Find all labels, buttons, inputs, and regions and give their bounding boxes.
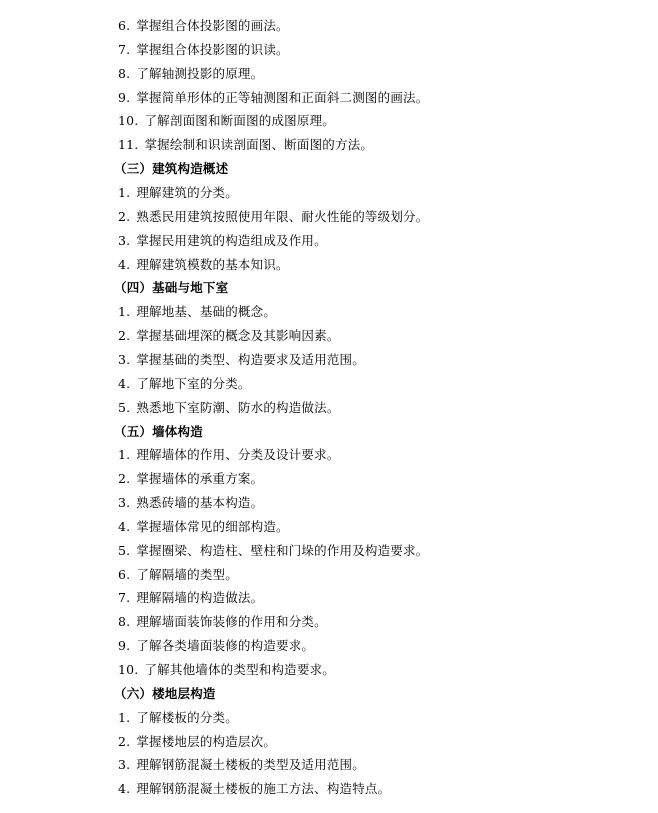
list-item-text: 掌握楼地层的构造层次。	[136, 733, 277, 749]
list-item-number: 10.	[118, 113, 139, 129]
list-item-text: 理解墙体的作用、分类及设计要求。	[136, 447, 340, 463]
list-item-text: 熟悉砖墙的基本构造。	[136, 495, 264, 510]
list-item-number: 3.	[118, 495, 131, 510]
list-item-number: 3.	[118, 757, 131, 773]
list-item-text: 掌握民用建筑的构造组成及作用。	[136, 232, 327, 248]
list-item	[118, 493, 263, 513]
list-item-text: 了解轴测投影的原理。	[136, 65, 264, 81]
list-item-number: 2.	[118, 733, 131, 749]
list-item	[118, 517, 289, 537]
list-item	[118, 183, 238, 203]
list-item	[118, 541, 428, 561]
list-item	[118, 588, 263, 608]
list-item-number: 8.	[118, 65, 131, 81]
section-heading: （五）墙体构造	[114, 423, 203, 439]
list-item-text: 掌握组合体投影图的识读。	[136, 41, 289, 57]
list-item	[118, 326, 340, 346]
list-item	[118, 732, 276, 752]
list-item-text: 掌握墙体常见的细部构造。	[136, 518, 289, 534]
list-item-number: 5.	[118, 542, 131, 558]
list-item	[118, 16, 289, 36]
list-item-text: 掌握简单形体的正等轴测图和正面斜二测图的画法。	[136, 89, 429, 105]
list-item-number: 4.	[118, 781, 131, 797]
list-item-number: 2.	[118, 471, 131, 487]
list-item-text: 掌握基础埋深的概念及其影响因素。	[136, 328, 340, 344]
list-item-number: 7.	[118, 590, 131, 606]
list-item-text: 掌握基础的类型、构造要求及适用范围。	[136, 351, 365, 367]
list-item	[118, 88, 428, 108]
list-item-number: 1.	[118, 185, 131, 200]
list-item-number: 9.	[118, 89, 131, 105]
list-item-number: 1.	[118, 447, 131, 463]
list-item	[118, 350, 365, 370]
list-item	[118, 111, 335, 131]
list-item	[118, 40, 289, 60]
list-item-text: 了解楼板的分类。	[136, 709, 238, 725]
list-item-text: 掌握墙体的承重方案。	[136, 471, 264, 487]
list-item-number: 7.	[118, 41, 131, 57]
section-heading: （四）基础与地下室	[114, 280, 229, 296]
list-item-text: 了解其他墙体的类型和构造要求。	[144, 662, 335, 677]
list-item-number: 3.	[118, 232, 131, 248]
list-item-number: 11.	[118, 137, 139, 153]
list-item-text: 了解各类墙面装修的构造要求。	[136, 638, 315, 654]
list-item-text: 理解建筑的分类。	[136, 185, 238, 200]
list-item-number: 5.	[118, 399, 131, 415]
list-item	[118, 779, 390, 799]
list-item	[118, 708, 238, 728]
list-item-number: 6.	[118, 18, 131, 33]
list-item-number: 4.	[118, 256, 131, 272]
list-item	[118, 64, 263, 84]
list-item-text: 熟悉民用建筑按照使用年限、耐火性能的等级划分。	[136, 208, 429, 224]
list-item-number: 4.	[118, 375, 131, 391]
list-item-text: 理解建筑模数的基本知识。	[136, 256, 289, 272]
list-item-number: 6.	[118, 566, 131, 582]
list-item-text: 掌握绘制和识读剖面图、断面图的方法。	[144, 137, 374, 153]
list-item-number: 4.	[118, 518, 131, 534]
list-item	[118, 398, 340, 418]
list-item	[118, 469, 263, 489]
list-item-text: 掌握圈梁、构造柱、壁柱和门垛的作用及构造要求。	[136, 542, 429, 558]
list-item-number: 10.	[118, 662, 139, 677]
list-item-text: 了解地下室的分类。	[136, 375, 251, 391]
list-item	[118, 660, 335, 680]
list-item	[118, 207, 428, 227]
list-item	[118, 612, 327, 632]
list-item	[118, 636, 314, 656]
list-item-number: 1.	[118, 709, 131, 725]
list-item-text: 了解剖面图和断面图的成图原理。	[144, 113, 335, 129]
list-item-text: 掌握组合体投影图的画法。	[136, 18, 289, 33]
list-item-text: 理解钢筋混凝土楼板的施工方法、构造特点。	[136, 781, 391, 797]
section-heading: （三）建筑构造概述	[114, 161, 229, 177]
list-item	[118, 302, 276, 322]
list-item-text: 熟悉地下室防潮、防水的构造做法。	[136, 399, 340, 415]
list-item-text: 理解钢筋混凝土楼板的类型及适用范围。	[136, 757, 365, 773]
list-item-number: 2.	[118, 328, 131, 344]
list-item	[118, 755, 365, 775]
list-item	[118, 445, 340, 465]
list-item	[118, 565, 238, 585]
list-item-text: 理解隔墙的构造做法。	[136, 590, 264, 606]
list-item-number: 1.	[118, 304, 131, 320]
list-item	[118, 374, 251, 394]
section-heading: （六）楼地层构造	[114, 685, 216, 701]
list-item-text: 理解地基、基础的概念。	[136, 304, 277, 320]
list-item-number: 8.	[118, 614, 131, 630]
list-item	[118, 135, 373, 155]
list-item	[118, 255, 289, 275]
list-item-number: 3.	[118, 351, 131, 367]
list-item-number: 2.	[118, 208, 131, 224]
list-item-text: 了解隔墙的类型。	[136, 566, 238, 582]
list-item	[118, 231, 327, 251]
list-item-number: 9.	[118, 638, 131, 654]
list-item-text: 理解墙面装饰装修的作用和分类。	[136, 614, 327, 630]
